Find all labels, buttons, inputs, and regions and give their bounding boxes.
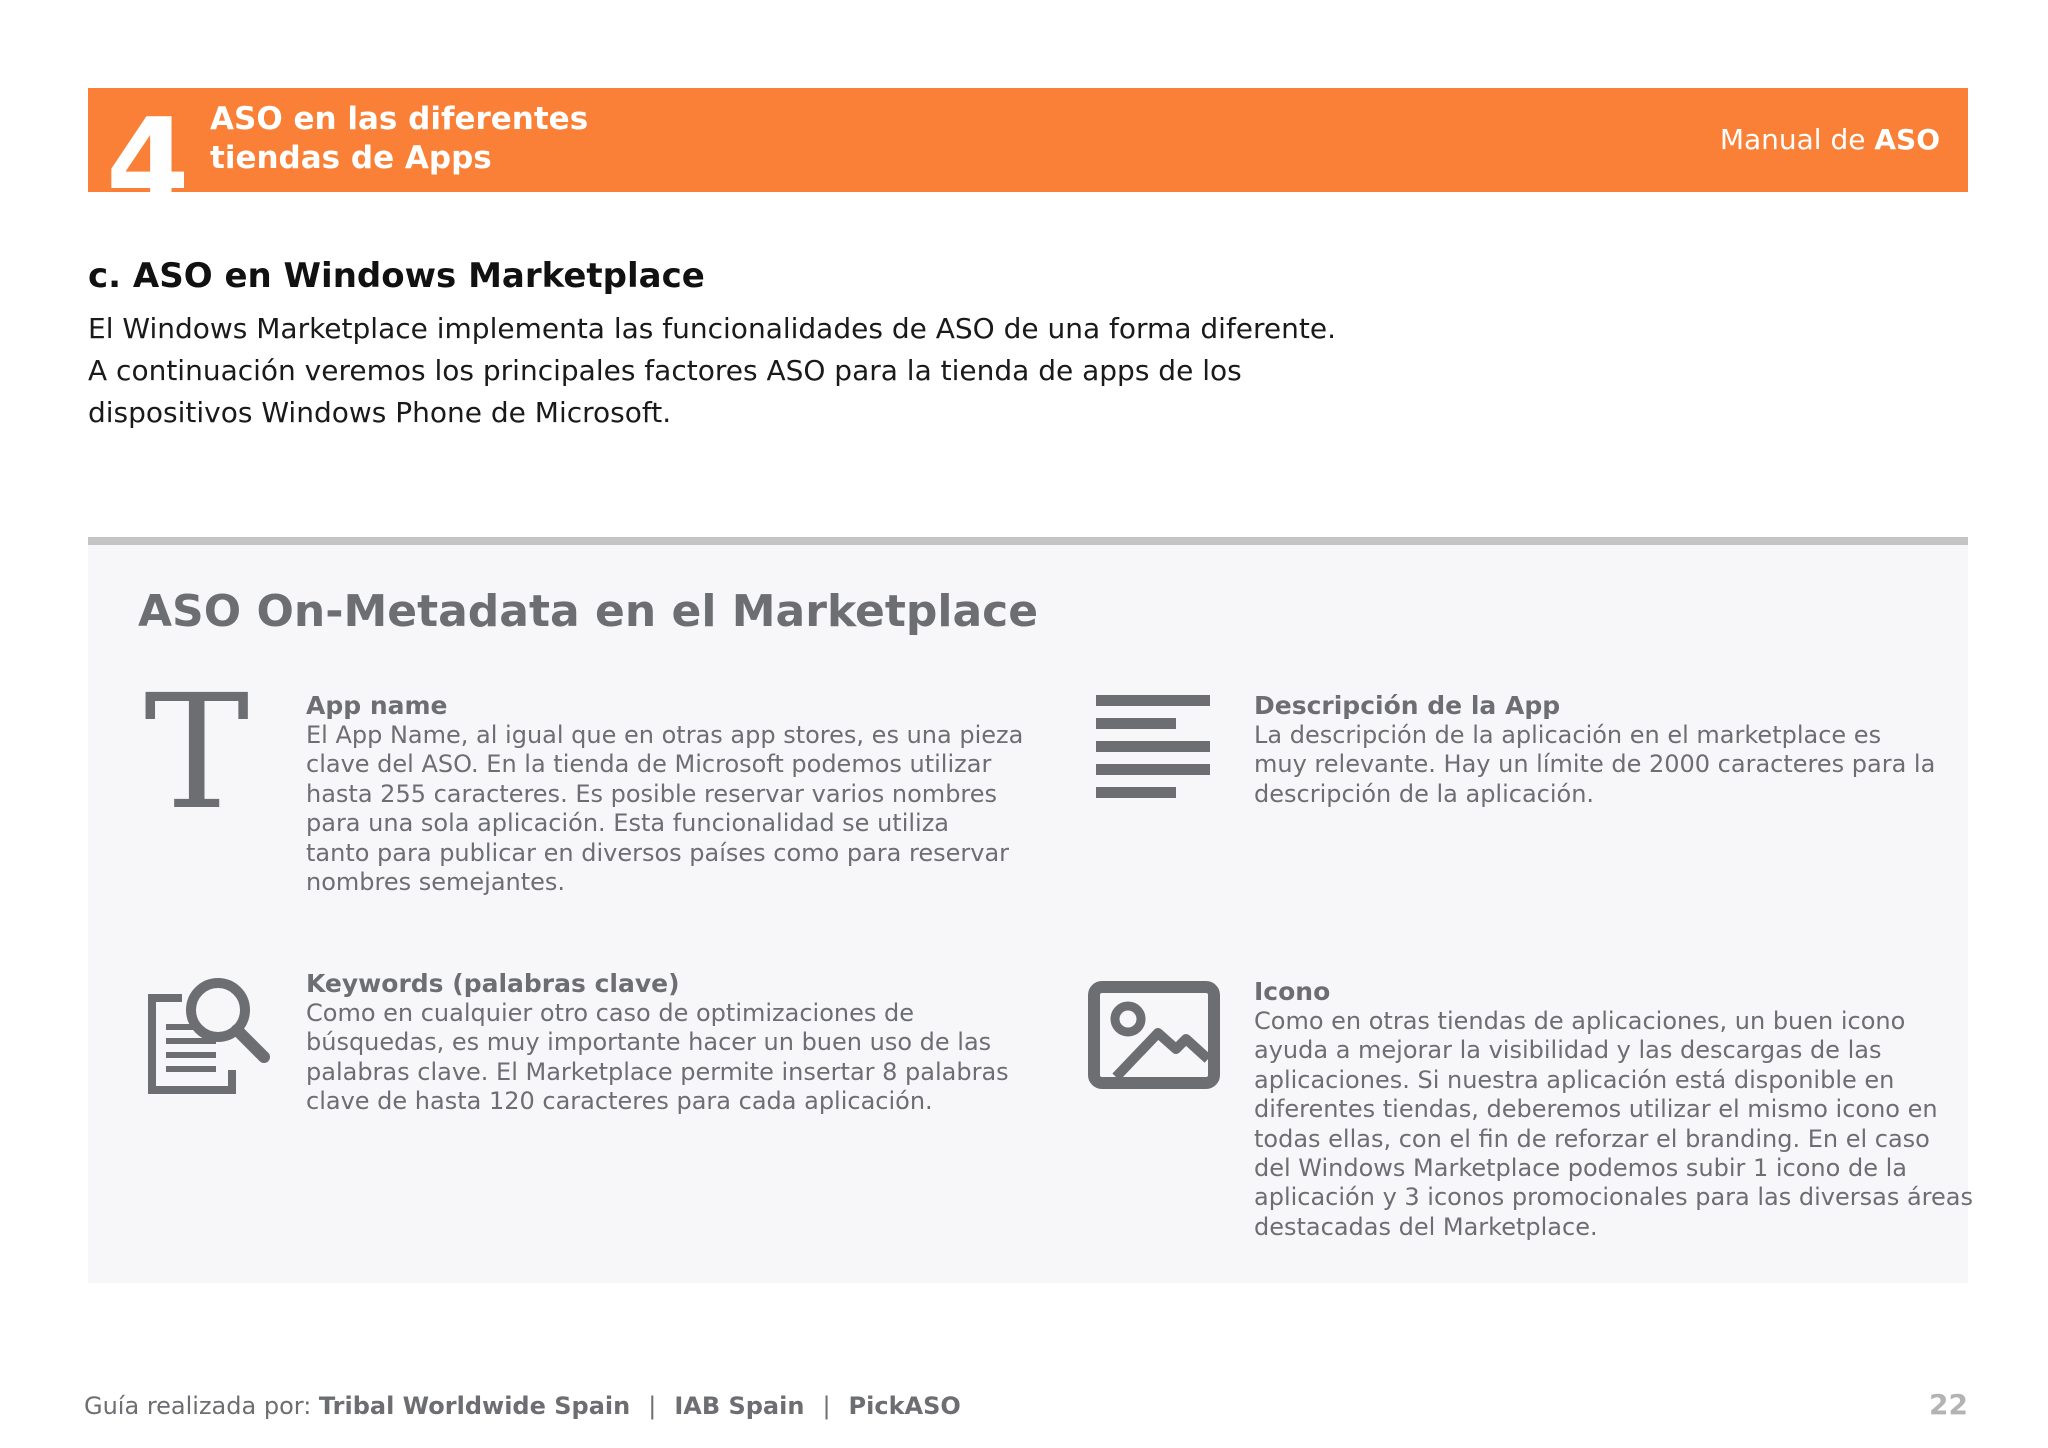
image-icon <box>1088 981 1220 1089</box>
feature-line: destacadas del Marketplace. <box>1254 1212 1598 1241</box>
feature-line: descripción de la aplicación. <box>1254 779 1595 808</box>
footer-credits <box>84 1390 961 1422</box>
feature-title-keywords: Keywords (palabras clave) <box>306 969 680 998</box>
footer-org-tribal: Tribal Worldwide Spain <box>318 1392 631 1420</box>
chapter-header-band <box>88 88 1968 233</box>
chapter-title <box>210 100 588 178</box>
text-t-icon: T <box>144 661 250 845</box>
chapter-title-line-2: tiendas de Apps <box>210 140 492 176</box>
intro-line: A continuación veremos los principales factores ASO para la tienda de apps de los <box>88 354 1242 387</box>
feature-line: aplicaciones. Si nuestra aplicación está disponible en <box>1254 1065 1895 1094</box>
feature-line: del Windows Marketplace podemos subir 1 icono de la <box>1254 1154 1907 1183</box>
feature-line: clave de hasta 120 caracteres para cada aplicación. <box>306 1087 933 1116</box>
manual-aso: ASO <box>1874 123 1940 156</box>
page-number: 22 <box>1929 1388 1968 1421</box>
feature-text-app-name <box>306 721 1023 897</box>
manual-prefix: Manual de <box>1719 123 1875 156</box>
chapter-title-line-1: ASO en las diferentes <box>210 101 589 137</box>
footer-separator: | <box>822 1392 831 1420</box>
feature-line: Como en otras tiendas de aplicaciones, un buen icono <box>1254 1007 1906 1035</box>
feature-line: palabras clave. El Marketplace permite insertar 8 palabras <box>306 1057 1009 1086</box>
section-heading: c. ASO en Windows Marketplace <box>88 256 705 296</box>
feature-line: ayuda a mejorar la visibilidad y las descargas de las <box>1254 1036 1882 1065</box>
chapter-number: 4 <box>106 94 186 233</box>
intro-line: dispositivos Windows Phone de Microsoft. <box>88 396 672 429</box>
panel-title: ASO On-Metadata en el Marketplace <box>138 586 1039 637</box>
feature-line: El App Name, al igual que en otras app stores, es una pieza <box>306 721 1024 749</box>
feature-line: aplicación y 3 iconos promocionales para las diversas áreas <box>1254 1183 1973 1212</box>
feature-line: nombres semejantes. <box>306 868 566 897</box>
footer-separator: | <box>648 1392 657 1420</box>
footer-org-iab: IAB Spain <box>674 1392 805 1420</box>
feature-title-icono: Icono <box>1254 977 1331 1006</box>
intro-line: El Windows Marketplace implementa las funcionalidades de ASO de una forma diferente. <box>88 312 1336 345</box>
feature-text-description <box>1254 721 1935 809</box>
intro-paragraph <box>88 308 1428 434</box>
feature-line: La descripción de la aplicación en el marketplace es <box>1254 721 1882 749</box>
feature-line: todas ellas, con el fin de reforzar el branding. En el caso <box>1254 1124 1930 1153</box>
feature-line: hasta 255 caracteres. Es posible reservar varios nombres <box>306 779 998 808</box>
feature-title-description: Descripción de la App <box>1254 691 1561 720</box>
feature-line: Como en cualquier otro caso de optimizaciones de <box>306 999 914 1027</box>
feature-title-app-name: App name <box>306 691 448 720</box>
feature-line: muy relevante. Hay un límite de 2000 caracteres para la <box>1254 750 1936 779</box>
feature-line: diferentes tiendas, deberemos utilizar el mismo icono en <box>1254 1095 1938 1124</box>
align-left-lines-icon <box>1096 695 1212 799</box>
feature-text-icono <box>1254 1007 1973 1242</box>
feature-line: clave del ASO. En la tienda de Microsoft podemos utilizar <box>306 750 992 779</box>
feature-line: para una sola aplicación. Esta funcionalidad se utiliza <box>306 809 950 838</box>
document-search-icon <box>144 972 270 1096</box>
manual-label <box>1720 121 1940 159</box>
footer-prefix: Guía realizada por: <box>84 1392 319 1420</box>
footer-org-pickaso: PickASO <box>848 1392 961 1420</box>
feature-text-keywords <box>306 999 1009 1117</box>
feature-line: búsquedas, es muy importante hacer un buen uso de las <box>306 1028 992 1057</box>
feature-line: tanto para publicar en diversos países como para reservar <box>306 838 1010 867</box>
metadata-panel <box>88 537 1973 1283</box>
